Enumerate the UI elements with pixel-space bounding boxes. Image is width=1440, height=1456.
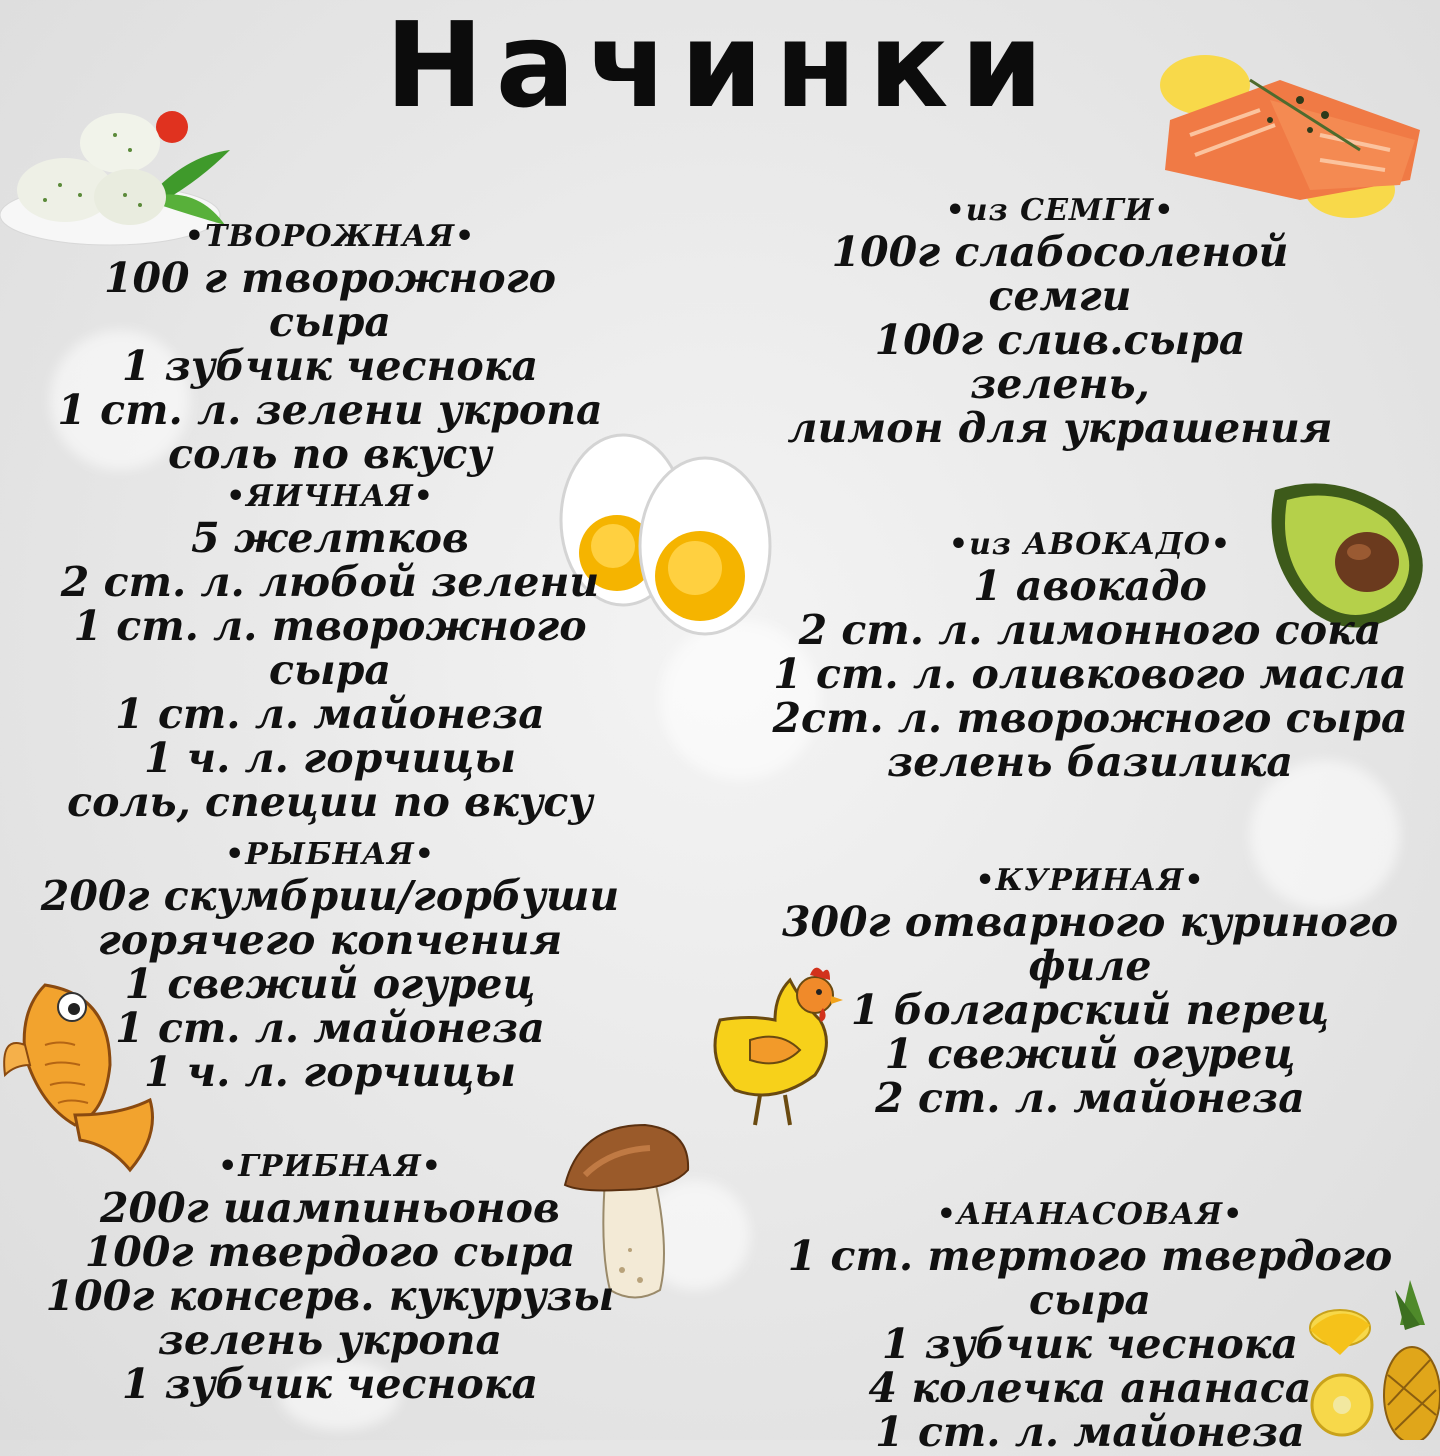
ingredient-line: 1 ст. л. оливкового масла bbox=[773, 650, 1407, 698]
section-tvorozhnaya bbox=[40, 218, 620, 476]
ingredient-line: 2ст. л. творожного сыра bbox=[772, 694, 1408, 742]
ingredient-line: 100г слив.сыра bbox=[874, 316, 1246, 364]
section-rybnaya bbox=[40, 836, 620, 1094]
ingredient-line: 1 ч. л. горчицы bbox=[143, 1048, 517, 1096]
section-heading: •ЯИЧНАЯ• bbox=[226, 479, 434, 514]
page-title: Начинки bbox=[384, 0, 1056, 134]
ingredient-line: 200г шампиньонов bbox=[100, 1184, 560, 1232]
ingredient-line: 4 колечка ананаса bbox=[868, 1364, 1312, 1412]
ingredient-line: зелень укропа bbox=[157, 1316, 503, 1364]
section-heading: •ГРИБНАЯ• bbox=[218, 1149, 442, 1184]
ingredient-line: 1 ст. тертого твердого сыра bbox=[787, 1232, 1393, 1324]
section-heading: •КУРИНАЯ• bbox=[975, 863, 1205, 898]
ingredient-line: 1 авокадо bbox=[973, 562, 1207, 610]
ingredient-line: 200г скумбрии/горбуши bbox=[40, 872, 620, 920]
section-yaichnaya bbox=[40, 478, 620, 824]
ingredient-line: семги bbox=[988, 272, 1132, 320]
section-gribnaya bbox=[40, 1148, 620, 1406]
ingredient-line: 1 свежий огурец bbox=[124, 960, 536, 1008]
ingredient-line: 1 зубчик чеснока bbox=[121, 1360, 539, 1408]
ingredient-line: 1 зубчик чеснока bbox=[121, 342, 539, 390]
ingredient-line: 100г слабосоленой bbox=[831, 228, 1289, 276]
section-heading: •РЫБНАЯ• bbox=[225, 837, 435, 872]
section-heading: •из СЕМГИ• bbox=[945, 193, 1175, 228]
ingredient-line: соль по вкусу bbox=[168, 430, 492, 478]
section-ananasovaya bbox=[760, 1196, 1420, 1454]
ingredient-line: 2 ст. л. любой зелени bbox=[60, 558, 600, 606]
ingredient-line: 1 болгарский перец bbox=[850, 986, 1330, 1034]
ingredient-line: 2 ст. л. майонеза bbox=[875, 1074, 1305, 1122]
ingredient-line: 2 ст. л. лимонного сока bbox=[798, 606, 1382, 654]
ingredient-line: 5 желтков bbox=[191, 514, 469, 562]
ingredient-line: 1 свежий огурец bbox=[884, 1030, 1296, 1078]
ingredient-line: зелень базилика bbox=[887, 738, 1293, 786]
section-heading: •из АВОКАДО• bbox=[948, 527, 1232, 562]
ingredient-line: 300г отварного куриного bbox=[781, 898, 1399, 946]
ingredient-line: соль, специи по вкусу bbox=[67, 778, 593, 826]
ingredient-line: 1 ст. л. майонеза bbox=[115, 690, 545, 738]
ingredient-line: 1 ст. л. майонеза bbox=[115, 1004, 545, 1052]
ingredient-line: филе bbox=[1028, 942, 1152, 990]
ingredient-line: зелень, bbox=[970, 360, 1150, 408]
ingredient-line: 1 ст. л. майонеза bbox=[875, 1408, 1305, 1456]
ingredient-line: 1 зубчик чеснока bbox=[881, 1320, 1299, 1368]
ingredient-line: 1 ч. л. горчицы bbox=[143, 734, 517, 782]
section-kurinaya bbox=[760, 862, 1420, 1120]
section-iz-semgi bbox=[760, 192, 1360, 450]
ingredient-line: 100 г творожного сыра bbox=[103, 254, 557, 346]
section-iz-avokado bbox=[760, 526, 1420, 784]
ingredient-line: 1 ст. л. творожного сыра bbox=[73, 602, 587, 694]
ingredient-line: 1 ст. л. зелени укропа bbox=[57, 386, 603, 434]
ingredient-line: горячего копчения bbox=[97, 916, 563, 964]
ingredient-line: лимон для украшения bbox=[787, 404, 1333, 452]
section-heading: •ТВОРОЖНАЯ• bbox=[184, 219, 476, 254]
ingredient-line: 100г твердого сыра bbox=[84, 1228, 576, 1276]
ingredient-line: 100г консерв. кукурузы bbox=[45, 1272, 615, 1320]
section-heading: •АНАНАСОВАЯ• bbox=[936, 1197, 1244, 1232]
